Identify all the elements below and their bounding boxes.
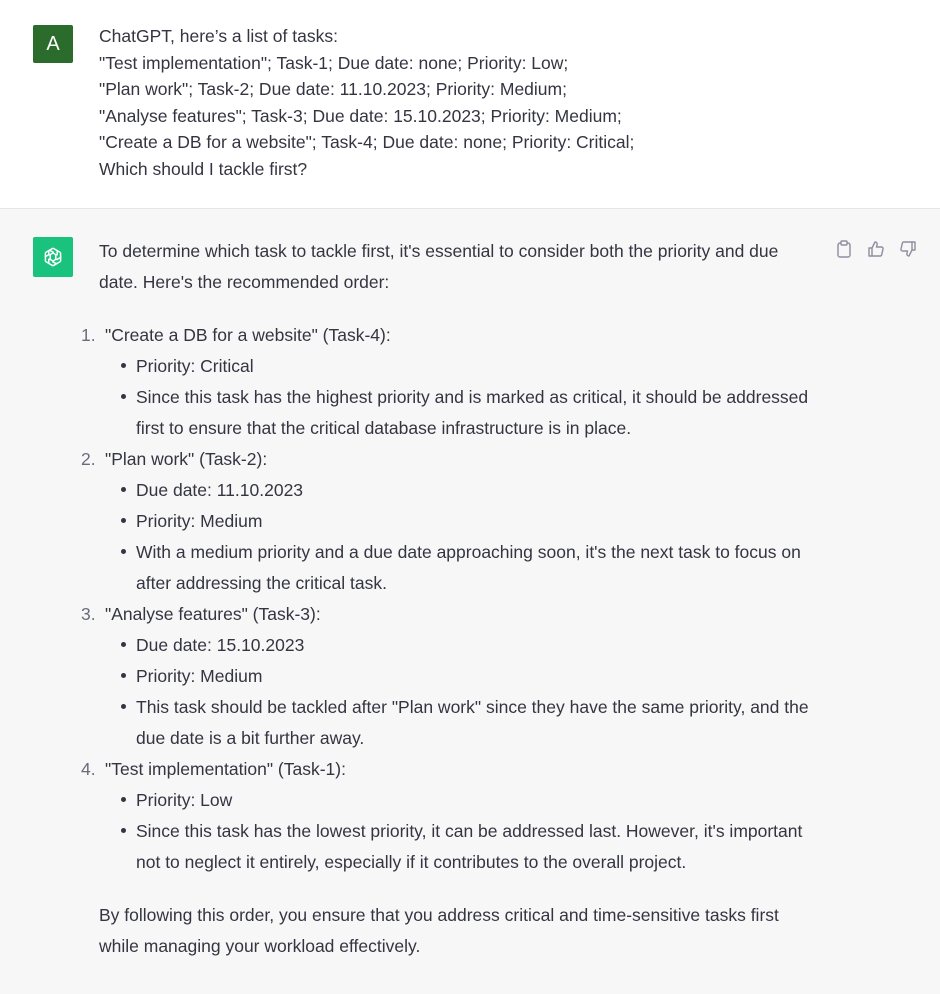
answer-intro: To determine which task to tackle first, it's essential to consider both the priority and due date. Here's the recommended order: [99, 241, 779, 292]
task-list [81, 320, 819, 878]
list-item [81, 754, 819, 878]
user-avatar: A [33, 25, 73, 63]
clipboard-icon[interactable] [832, 237, 856, 261]
sub-list [105, 785, 819, 878]
sub-list-item: Priority: Low [105, 785, 819, 816]
message-actions [832, 237, 920, 261]
openai-logo-icon [33, 237, 73, 277]
sub-list-item: This task should be tackled after "Plan work" since they have the same priority, and the due date is a bit further away. [105, 692, 819, 754]
list-item-title: "Analyse features" (Task-3): [105, 604, 321, 624]
list-item [81, 444, 819, 599]
user-message-line: "Plan work"; Task-2; Due date: 11.10.2023; Priority: Medium; [99, 79, 567, 100]
user-message-line: "Create a DB for a website"; Task-4; Due date: none; Priority: Critical; [99, 132, 635, 153]
sub-list-item: Since this task has the highest priority and is marked as critical, it should be addressed first to ensure that the critical database infrastructure is in place. [105, 382, 819, 444]
user-message-line: "Analyse features"; Task-3; Due date: 15.10.2023; Priority: Medium; [99, 105, 622, 126]
list-item [81, 320, 819, 444]
sub-list-item: Priority: Medium [105, 661, 819, 692]
thumbs-up-icon[interactable] [864, 237, 888, 261]
thumbs-down-icon[interactable] [896, 237, 920, 261]
user-message-text [99, 23, 819, 183]
list-item-title: "Create a DB for a website" (Task-4): [105, 325, 391, 345]
list-item-number: 4. [81, 759, 96, 779]
list-item-number: 1. [81, 325, 96, 345]
list-item-number: 3. [81, 604, 96, 624]
sub-list-item: Due date: 11.10.2023 [105, 475, 819, 506]
user-message-line: ChatGPT, here’s a list of tasks: [99, 26, 338, 46]
sub-list-item: With a medium priority and a due date approaching soon, it's the next task to focus on after addressing the critical task. [105, 537, 819, 599]
assistant-answer [81, 236, 819, 962]
sub-list [105, 475, 819, 599]
list-item [81, 599, 819, 754]
sub-list-item: Since this task has the lowest priority, it can be addressed last. However, it's important not to neglect it entirely, especially if it contributes to the overall project. [105, 816, 819, 878]
sub-list [105, 351, 819, 444]
sub-list-item: Priority: Critical [105, 351, 819, 382]
user-message-line: "Test implementation"; Task-1; Due date: none; Priority: Low; [99, 52, 569, 73]
list-item-title: "Plan work" (Task-2): [105, 449, 268, 469]
sub-list [105, 630, 819, 754]
list-item-title: "Test implementation" (Task-1): [105, 759, 346, 779]
list-item-number: 2. [81, 449, 96, 469]
answer-outro: By following this order, you ensure that you address critical and time-sensitive tasks first while managing your workload effectively. [99, 905, 779, 956]
user-message-line: Which should I tackle first? [99, 158, 308, 179]
user-message [0, 0, 940, 209]
assistant-message [0, 209, 940, 994]
sub-list-item: Due date: 15.10.2023 [105, 630, 819, 661]
sub-list-item: Priority: Medium [105, 506, 819, 537]
